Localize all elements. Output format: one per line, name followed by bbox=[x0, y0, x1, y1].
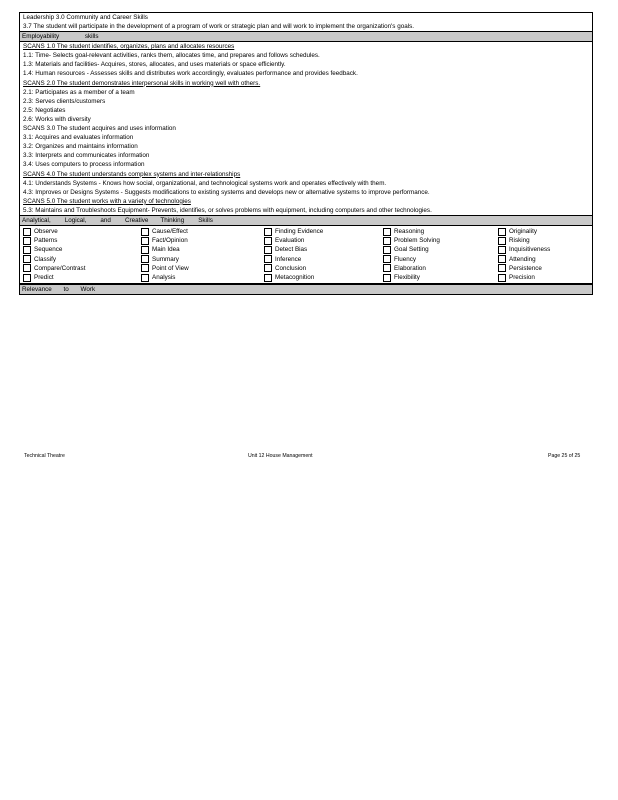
skill-option[interactable] bbox=[383, 227, 498, 236]
skills-column bbox=[23, 227, 141, 282]
employability-header-label: Employability bbox=[22, 33, 60, 41]
thinking-header-word: Analytical, bbox=[22, 216, 51, 224]
skill-checkbox[interactable] bbox=[141, 274, 149, 282]
skill-checkbox[interactable] bbox=[23, 274, 31, 282]
employability-line: 5.3: Maintains and Troubleshoots Equipment- Prevents, identifies, or solves problems with equipment, including computers and other technologies. bbox=[23, 206, 432, 214]
skill-label: Analysis bbox=[152, 274, 176, 281]
skill-option[interactable] bbox=[498, 245, 595, 254]
skill-option[interactable] bbox=[383, 264, 498, 273]
employability-line: 2.6: Works with diversity bbox=[23, 115, 91, 123]
skill-option[interactable] bbox=[498, 273, 595, 282]
skill-label: Patterns bbox=[34, 237, 58, 245]
employability-line: 2.1: Participates as a member of a team bbox=[23, 88, 135, 96]
employability-header bbox=[20, 31, 592, 42]
skill-option[interactable] bbox=[498, 236, 595, 245]
skill-option[interactable] bbox=[383, 236, 498, 245]
page-footer bbox=[24, 453, 586, 463]
skill-checkbox[interactable] bbox=[264, 246, 272, 254]
employability-line: 1.4: Human resources - Assesses skills and distributes work accordingly, evaluates performance and provides feedback. bbox=[23, 70, 358, 78]
skill-label: Reasoning bbox=[394, 228, 425, 236]
thinking-header-word: Skills bbox=[198, 216, 213, 224]
relevance-header bbox=[20, 284, 592, 295]
skill-checkbox[interactable] bbox=[23, 237, 31, 245]
employability-line: 2.3: Serves clients/customers bbox=[23, 97, 106, 105]
skill-option[interactable] bbox=[264, 245, 383, 254]
skill-option[interactable] bbox=[264, 264, 383, 273]
skill-checkbox[interactable] bbox=[264, 255, 272, 263]
skill-option[interactable] bbox=[383, 273, 498, 282]
skill-label: Risking bbox=[509, 237, 530, 245]
skill-option[interactable] bbox=[498, 227, 595, 236]
skill-option[interactable] bbox=[141, 227, 264, 236]
skill-label: Fact/Opinion bbox=[152, 237, 188, 245]
skill-checkbox[interactable] bbox=[383, 246, 391, 254]
skill-label: Persistence bbox=[509, 264, 542, 272]
relevance-label: Relevance bbox=[22, 286, 52, 294]
employability-line: SCANS 5.0 The student works with a variety of technologies bbox=[23, 197, 191, 205]
employability-line: SCANS 3.0 The student acquires and uses information bbox=[23, 125, 176, 133]
skill-checkbox[interactable] bbox=[23, 228, 31, 236]
skill-option[interactable] bbox=[141, 245, 264, 254]
skill-option[interactable] bbox=[383, 245, 498, 254]
skill-option[interactable] bbox=[23, 227, 141, 236]
skill-label: Problem Solving bbox=[394, 237, 440, 245]
skill-checkbox[interactable] bbox=[498, 264, 506, 272]
skill-checkbox[interactable] bbox=[141, 237, 149, 245]
skill-checkbox[interactable] bbox=[264, 274, 272, 282]
thinking-header-word: Logical, bbox=[64, 216, 87, 224]
skill-label: Point of View bbox=[152, 264, 189, 272]
skill-option[interactable] bbox=[23, 255, 141, 264]
leadership-item: 3.7 The student will participate in the development of a program of work or strategic plan and will work to implement the organization's goals. bbox=[23, 23, 414, 31]
thinking-header-word: Creative bbox=[124, 216, 149, 224]
skill-checkbox[interactable] bbox=[498, 274, 506, 282]
skill-option[interactable] bbox=[23, 236, 141, 245]
skills-column bbox=[383, 227, 498, 282]
skill-label: Evaluation bbox=[275, 237, 305, 245]
skill-label: Finding Evidence bbox=[275, 228, 324, 236]
skills-column bbox=[264, 227, 383, 282]
skill-label: Fluency bbox=[394, 255, 417, 263]
skill-label: Observe bbox=[34, 228, 58, 236]
skill-option[interactable] bbox=[23, 245, 141, 254]
skill-label: Summary bbox=[152, 255, 179, 263]
skill-checkbox[interactable] bbox=[383, 228, 391, 236]
skill-option[interactable] bbox=[141, 264, 264, 273]
employability-line: 1.1: Time- Selects goal-relevant activities, ranks them, allocates time, and prepares and follows schedules. bbox=[23, 52, 320, 60]
thinking-header-word: Thinking bbox=[160, 216, 185, 224]
skill-label: Inquisitiveness bbox=[509, 246, 551, 254]
skill-option[interactable] bbox=[264, 255, 383, 264]
employability-line: SCANS 4.0 The student understands complex systems and inter-relationships bbox=[23, 170, 241, 178]
relevance-work: Work bbox=[80, 286, 96, 294]
skills-column bbox=[141, 227, 264, 282]
skill-label: Predict bbox=[34, 274, 54, 281]
thinking-header-word: and bbox=[100, 216, 111, 224]
footer-course: Technical Theatre bbox=[24, 453, 65, 459]
employability-line: 3.1: Acquires and evaluates information bbox=[23, 134, 134, 142]
skill-checkbox[interactable] bbox=[23, 255, 31, 263]
skill-option[interactable] bbox=[23, 273, 141, 282]
skill-checkbox[interactable] bbox=[498, 255, 506, 263]
skill-label: Metacognition bbox=[275, 274, 315, 281]
skill-option[interactable] bbox=[23, 264, 141, 273]
skill-checkbox[interactable] bbox=[383, 237, 391, 245]
footer-unit: Unit 12 House Management bbox=[248, 453, 313, 459]
skill-checkbox[interactable] bbox=[498, 237, 506, 245]
employability-line: 3.4: Uses computers to process information bbox=[23, 161, 145, 169]
skill-label: Inference bbox=[275, 255, 302, 263]
skill-checkbox[interactable] bbox=[383, 274, 391, 282]
skill-option[interactable] bbox=[264, 236, 383, 245]
leadership-heading: Leadership 3.0 Community and Career Skills bbox=[23, 14, 148, 21]
employability-line: 3.2: Organizes and maintains information bbox=[23, 143, 138, 151]
skill-checkbox[interactable] bbox=[23, 246, 31, 254]
skill-checkbox[interactable] bbox=[141, 264, 149, 272]
skill-checkbox[interactable] bbox=[23, 264, 31, 272]
skills-column bbox=[498, 227, 595, 282]
skill-label: Originality bbox=[509, 228, 537, 236]
skill-checkbox[interactable] bbox=[383, 255, 391, 263]
employability-line: 4.1: Understands Systems - Knows how social, organizational, and technological systems work and operates effectively with them. bbox=[23, 179, 387, 187]
skill-label: Goal Setting bbox=[394, 246, 429, 254]
skill-checkbox[interactable] bbox=[264, 237, 272, 245]
skill-checkbox[interactable] bbox=[141, 246, 149, 254]
skill-label: Compare/Contrast bbox=[34, 264, 86, 272]
skill-label: Classify bbox=[34, 255, 57, 263]
skill-label: Conclusion bbox=[275, 264, 307, 272]
skill-label: Cause/Effect bbox=[152, 228, 188, 236]
skill-label: Sequence bbox=[34, 246, 63, 254]
employability-line: SCANS 1.0 The student identifies, organizes, plans and allocates resources bbox=[23, 43, 235, 51]
skill-option[interactable] bbox=[264, 227, 383, 236]
lesson-table bbox=[19, 12, 593, 295]
footer-page: Page 25 of 25 bbox=[548, 453, 581, 459]
employability-list bbox=[20, 42, 592, 215]
employability-line: SCANS 2.0 The student demonstrates interpersonal skills in working well with others. bbox=[23, 79, 261, 87]
employability-line: 3.3: Interprets and communicates information bbox=[23, 152, 150, 160]
relevance-to: to bbox=[63, 286, 69, 294]
thinking-skills-grid bbox=[20, 226, 592, 284]
thinking-header bbox=[20, 215, 592, 226]
skill-option[interactable] bbox=[264, 273, 383, 282]
skill-option[interactable] bbox=[498, 264, 595, 273]
skill-checkbox[interactable] bbox=[141, 228, 149, 236]
skill-label: Elaboration bbox=[394, 264, 426, 272]
skill-option[interactable] bbox=[383, 255, 498, 264]
skill-checkbox[interactable] bbox=[498, 246, 506, 254]
skill-label: Attending bbox=[509, 255, 536, 263]
skill-label: Detect Bias bbox=[275, 246, 308, 254]
skill-checkbox[interactable] bbox=[498, 228, 506, 236]
skill-checkbox[interactable] bbox=[264, 264, 272, 272]
employability-line: 2.5: Negotiates bbox=[23, 106, 66, 114]
skill-option[interactable] bbox=[141, 236, 264, 245]
skill-checkbox[interactable] bbox=[264, 228, 272, 236]
skill-option[interactable] bbox=[498, 255, 595, 264]
skill-option[interactable] bbox=[141, 273, 264, 282]
employability-header-skills: skills bbox=[84, 33, 99, 41]
skill-option[interactable] bbox=[141, 255, 264, 264]
skill-checkbox[interactable] bbox=[383, 264, 391, 272]
skill-label: Main Idea bbox=[152, 246, 180, 254]
employability-line: 1.3: Materials and facilities- Acquires, stores, allocates, and uses materials or space efficiently. bbox=[23, 61, 286, 69]
employability-line: 4.3: Improves or Designs Systems - Suggests modifications to existing systems and develops new or alternative systems to improve performance. bbox=[23, 188, 430, 196]
skill-checkbox[interactable] bbox=[141, 255, 149, 263]
skill-label: Precision bbox=[509, 274, 535, 281]
skill-label: Flexibility bbox=[394, 274, 420, 281]
